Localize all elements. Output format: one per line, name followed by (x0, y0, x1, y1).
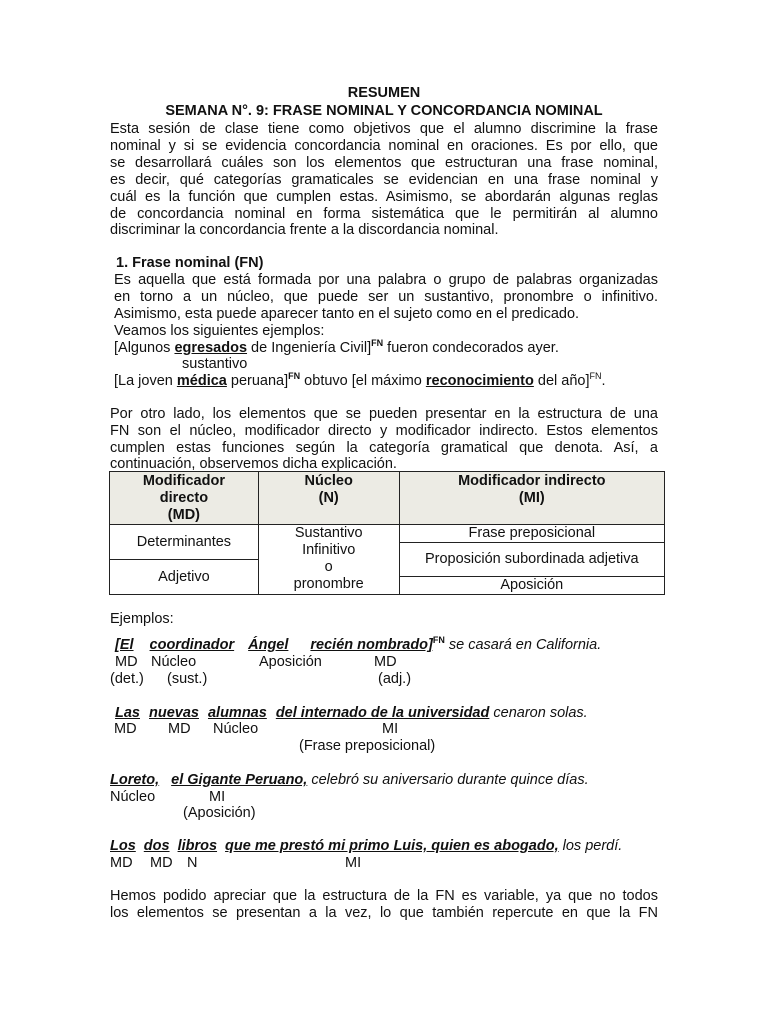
example-sentence: Loreto, el Gigante Peruano, celebró su aniversario durante quince días. (110, 772, 589, 788)
example-label: MD (374, 654, 397, 670)
table-cell-mi: Frase preposicional (399, 525, 664, 543)
table-cell-n: Sustantivo Infinitivo o pronombre (258, 525, 399, 595)
intro-line: nominal y si se evidencia concordancia nominal en oraciones. Es por ello, que (110, 138, 658, 154)
example-sentence: Las nuevas alumnas del internado de la universidad cenaron solas. (115, 705, 588, 721)
table-header-md: Modificador directo (MD) (110, 472, 259, 525)
example-label: (sust.) (167, 671, 208, 687)
table-header-mi: Modificador indirecto (MI) (399, 472, 664, 525)
paragraph-line: Por otro lado, los elementos que se pueden presentar en la estructura de una (110, 406, 658, 422)
example-label: (det.) (110, 671, 144, 687)
paragraph-line: FN son el núcleo, modificador directo y modificador indirecto. Estos elementos (110, 423, 658, 439)
table-header-n: Núcleo (N) (258, 472, 399, 525)
table-cell-mi: Proposición subordinada adjetiva (399, 543, 664, 577)
example-label: MI (209, 789, 226, 805)
example-nucleus: egresados (174, 340, 248, 356)
example-nucleus: reconocimiento (425, 373, 534, 389)
example-label: MD (110, 855, 133, 871)
example-note: (Frase preposicional) (299, 738, 436, 754)
example-note: (Aposición) (183, 805, 256, 821)
document-subtitle: SEMANA N°. 9: FRASE NOMINAL Y CONCORDANCIA NOMINAL (165, 103, 603, 119)
intro-line: cuál es la función que cumplen estas. Asimismo, se abordarán algunas reglas (110, 189, 658, 205)
example-label: N (187, 855, 198, 871)
example-label: Núcleo (213, 721, 259, 737)
table-cell-md: Adjetivo (110, 560, 259, 595)
example-sentence: [Algunos egresados de Ingeniería Civil]$^{FN}$ fueron condecorados ayer. (114, 338, 559, 356)
example-label: MD (150, 855, 173, 871)
example-sentence: [El coordinador Ángel recién nombrado]$^{FN}$ se casará en California. (115, 635, 602, 653)
closing-line: Hemos podido apreciar que la estructura de la FN es variable, ya que no todos (110, 888, 658, 904)
fn-structure-table (109, 471, 665, 595)
example-label: MD (114, 721, 137, 737)
intro-line: se desarrollará cuáles son los elementos que estructuran una frase nominal, (110, 155, 658, 171)
example-label: Aposición (259, 654, 322, 670)
example-label: MI (345, 855, 362, 871)
example-label: MD (168, 721, 191, 737)
example-nucleus: médica (176, 373, 227, 389)
intro-line: de concordancia nominal en forma sistemática que le permitirán al alumno (110, 206, 658, 222)
table-header-row (110, 472, 665, 525)
section-line: Asimismo, esta puede aparecer tanto en el sujeto como en el predicado. (114, 306, 580, 322)
section-line: Veamos los siguientes ejemplos: (114, 323, 325, 339)
example-sentence: Los dos libros que me prestó mi primo Luis, quien es abogado, los perdí. (110, 838, 623, 854)
closing-line: los elementos se presentan a la vez, lo que también repercute en que la FN (110, 905, 658, 921)
table-cell-mi: Aposición (399, 577, 664, 595)
section-line: en torno a un núcleo, que puede ser un sustantivo, pronombre o infinitivo. (114, 289, 658, 305)
paragraph-line: continuación, observemos dicha explicación. (110, 456, 397, 472)
table-cell-md: Determinantes (110, 525, 259, 560)
intro-line: Esta sesión de clase tiene como objetivos que el alumno discrimine la frase (110, 121, 658, 137)
examples-label: Ejemplos: (110, 611, 174, 627)
example-label: MD (115, 654, 138, 670)
example-label: MI (382, 721, 399, 737)
example-label: (adj.) (378, 671, 412, 687)
section-line: Es aquella que está formada por una palabra o grupo de palabras organizadas (114, 272, 658, 288)
example-label: sustantivo (182, 356, 248, 372)
example-label: Núcleo (151, 654, 197, 670)
intro-line: es decir, qué categorías gramaticales se evidencian en una frase nominal y (110, 172, 658, 188)
example-sentence: [La joven médica peruana]$^{FN}$ obtuvo [el máximo reconocimiento del año]$^{FN}$. (114, 371, 606, 389)
section-heading: 1. Frase nominal (FN) (116, 255, 264, 271)
document-title: RESUMEN (347, 85, 421, 101)
example-label: Núcleo (110, 789, 156, 805)
paragraph-line: cumplen estas funciones según la categoría gramatical que denota. Así, a (110, 440, 658, 456)
intro-line: discriminar la concordancia frente a la discordancia nominal. (110, 222, 499, 238)
